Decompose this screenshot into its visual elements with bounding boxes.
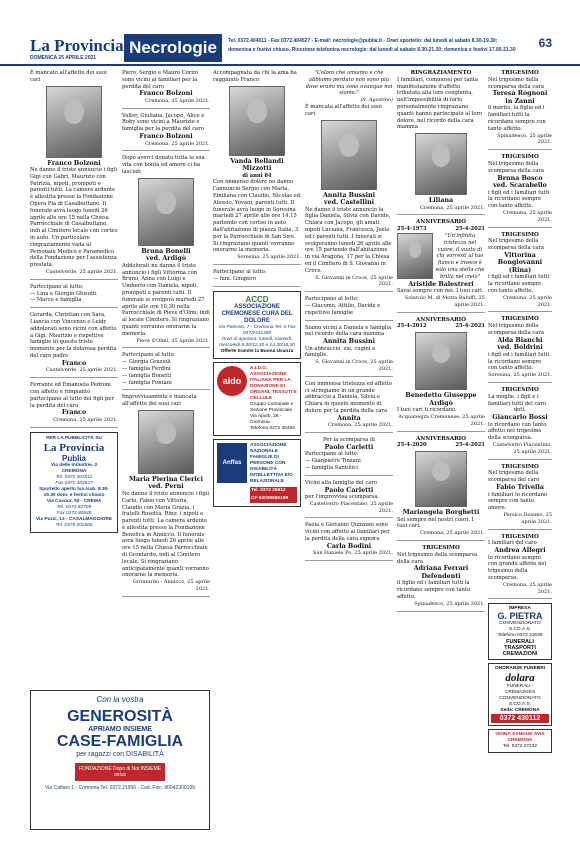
date-start: 25-4-2012 xyxy=(397,323,427,330)
portrait-photo xyxy=(397,233,433,279)
notice-body: Sarai sempre con noi. I tuoi cari. xyxy=(397,288,484,295)
trigesimo-notice xyxy=(488,387,552,460)
deceased-name: Vanda Bellandi xyxy=(230,157,284,165)
deceased-name-suffix: ved. Boldrini xyxy=(497,344,543,352)
notice-heading: TRIGESIMO xyxy=(501,154,539,161)
participant: — Lina e Giorgio Ghisotti xyxy=(30,290,97,297)
participants-heading: Partecipano al lutto: xyxy=(122,352,176,359)
notice-heading: TRIGESIMO xyxy=(422,545,460,551)
notice-signature: Soresina, 25 aprile 2021. xyxy=(488,372,552,379)
column-5 xyxy=(397,70,485,616)
portrait-photo xyxy=(415,451,467,507)
ad-line-3: APRIAMO INSIEME xyxy=(88,726,152,733)
ad-line-5: per ragazzi con DISABILITÀ xyxy=(76,751,164,758)
thanks-notice xyxy=(397,70,485,215)
notice-signature: Cremona, 25 aprile 2021. xyxy=(420,204,485,211)
ad-line-4: CASE-FAMIGLIA xyxy=(56,733,184,750)
deceased-name-suffix: Defendenti xyxy=(421,572,461,580)
participant: — Gianpietro Tinzani xyxy=(305,458,361,465)
notice-body: La moglie, i figli e i familiari tutti del caro xyxy=(488,393,546,407)
notice-body: Ne danno il triste annuncio i figli Gigi con Gabri, Maurizio con Patrizia, nipoti, pronipoti e parenti tutti. La camera ardente è allestita presso la Fondazione Opera Pia di Casalbuttano. Il funerale avrà luogo lunedì 26 aprile alle ore 15 nella Chiesa Parrocchiale di Casalbuttano, indi al Cimitero locale con corteo in auto. Un particolare ringraziamento vada al Personale Medico e Paramedico della Fondazione per l'assistenza prestata. xyxy=(30,167,118,269)
notice-signature: Cremona, 25 aprile 2021. xyxy=(53,416,118,423)
notice-intro: Accompagnata da chi la ama ha raggiunto Franco xyxy=(213,70,297,83)
notice-signature: S. Giovanni in Croce, 25 aprile 2021. xyxy=(315,274,393,288)
notice-body: Gerarda, Christian con Sara, Liancia con Vincenzo e Leidy addolorati sono vicini con affetto a Gigi, Maurizio e rispettive famiglie in questo triste momento per la dolorosa perdita del caro padre xyxy=(30,312,117,360)
anniversary-notice xyxy=(397,219,485,312)
ad-address: Via Cavour, 53 - CREMA xyxy=(46,498,102,504)
condolence-notice xyxy=(305,480,393,519)
notice-signature: Castelvetro Piacentino, 25 aprile 2021. xyxy=(309,500,393,514)
participant: — famiglia Bonetti xyxy=(122,372,171,379)
avis-phone: Tel. 0372 27232 xyxy=(502,744,538,750)
ad-fax: Fax 0373 80848 xyxy=(56,510,92,516)
anniversary-dates xyxy=(397,226,485,233)
deceased-name-suffix: Mizzotti xyxy=(242,165,272,173)
notice-body: I familiari, commossi per tanta manifestazione d'affetto tributata alla loro congiunta, nell'impossibilità di farlo personalmente ringraziano quanti hanno partecipato al loro dolore, nel ricordo della cara mamma xyxy=(397,76,483,131)
deceased-name-suffix: ved. Ardigò xyxy=(145,255,187,263)
notice-body: Valter, Giuliana, Jacopo, Alice e Roby sono vicini a Maurizio e famiglia per la perdita del caro xyxy=(122,112,205,133)
anniversary-notice xyxy=(397,436,485,541)
notice-intro: Improvvisamente è mancata all'affetto dei suoi cari xyxy=(122,394,197,408)
obituary-notice xyxy=(30,70,118,280)
condolence-notice xyxy=(30,382,118,427)
notice-body: Ne danno il triste annuncio la figlia Daniela, Silvia con Davide, Chiara con Jacopo, gli amati nipoti Luciana, Francesca, Joele ed i parenti tutti. I funerali si svolgeranno lunedì 26 aprile alle ore 15 partendo dall'abitazione in via Aragona, 17 per la Chiesa ed il Cimitero di S. Giovanni in Croce. xyxy=(305,206,392,274)
notice-intro: È mancato all'affetto dei suoi cari xyxy=(30,70,107,83)
pietra-name: G. PIETRA xyxy=(497,611,543,622)
advertising-contact-ad xyxy=(30,432,118,533)
notice-intro: Per la scomparsa di xyxy=(323,437,375,444)
pietra-phone: Telefono 0372 21639 xyxy=(497,633,543,639)
notice-body: Nel trigesimo della scomparsa del caro xyxy=(488,470,540,484)
participants-heading: Partecipano al lutto: xyxy=(30,283,84,290)
notice-text: lo ricordano sempre con grande affetto nel trigesimo della scomparsa. xyxy=(488,554,547,582)
ad-phone: Tel. 0375 202566 xyxy=(55,522,93,528)
quote-author: (S. Agostino) xyxy=(360,97,393,104)
date-end: 25-4-2021 xyxy=(455,442,485,449)
participants-heading: Partecipano al lutto: xyxy=(305,451,359,458)
notice-signature: Castelvetro Piacentino, 25 aprile 2021. xyxy=(492,442,552,455)
notice-signature: Cremona, 25 aprile 2021. xyxy=(145,140,210,147)
participants-heading: Partecipano al lutto: xyxy=(305,296,359,303)
contact-info xyxy=(228,37,528,55)
deceased-name-suffix: (Rina) xyxy=(508,266,532,274)
deceased-name: Fabio Trivella xyxy=(496,484,544,492)
notice-signature: Pieve d'Olmi, 25 aprile 2021. xyxy=(136,337,210,344)
ad-hours: Sportello aperto lun./sab. 8.30-19.30 dom. e festivi chiuso xyxy=(39,486,109,498)
aido-logo: aido xyxy=(217,366,247,396)
dolara-phone: 0372 430112 xyxy=(491,714,549,723)
dolara-location: Sede: CREMONA xyxy=(500,708,540,714)
accd-hours: Orari di apertura: lunedì, martedì, mercoledì 8,30/12,30 e 14,30/18,30 xyxy=(219,336,295,348)
ad-phone: Tel. 0373 82709 xyxy=(56,504,92,510)
notice-signature: Solarolo M. di Motta Baluffi, 25 aprile 2021. xyxy=(404,294,485,308)
column-1 xyxy=(30,70,118,536)
notice-signature: S. Giovanni in Croce, 25 aprile 2021. xyxy=(315,359,393,373)
notice-heading: TRIGESIMO xyxy=(501,463,539,470)
ad-fax: Fax 0372 404527 xyxy=(55,480,93,486)
notice-signature: Grontardo - Annicco, 25 aprile 2021. xyxy=(132,579,210,593)
deceased-name: Franco xyxy=(61,409,87,417)
date-end: 25-4-2021 xyxy=(455,226,485,233)
participant: — fam. Ginipero xyxy=(213,275,256,282)
column-4 xyxy=(305,70,393,565)
aido-title: A.I.D.O. ASSOCIAZIONE ITALIANA PER LA DONAZIONE DI ORGANI, TESSUTI E CELLULE xyxy=(250,365,297,401)
deceased-name: Liliana xyxy=(428,197,454,205)
notice-signature: Cremona, 25 aprile 2021. xyxy=(503,581,552,595)
accd-ad xyxy=(213,291,301,359)
notice-body: Nel trigesimo della scomparsa della cara xyxy=(488,238,544,252)
notice-body: Addolorati ne danno il triste annuncio i figli Vittorina con Bruno, Anna con Luigi e Umberto con Daniela, nipoti, pronipoti e parenti tutti. Il funerale si svolgerà martedì 27 aprile alle ore 10,30 nella Parrocchiale di Pieve d'Olmi, indi al locale Cimitero. Si ringraziano quanti vorranno onorarne la memoria. xyxy=(122,262,210,337)
contact-info-line-1: Tel. 0372.404511 - Fax 0372.404527 - E-mail: necrologie@publia.it - Orari sportello: dal lunedì al sabato 8.30-19.30; xyxy=(228,38,498,44)
participants-heading: Partecipano al lutto: xyxy=(213,268,267,275)
anffas-title: ASSOCIAZIONE NAZIONALE FAMIGLIE DI PERSONE CON DISABILITÀ INTELLETTIVA E/O RELAZIONALE xyxy=(250,442,293,484)
portrait-photo xyxy=(138,410,194,474)
notice-body: Ferrante ed Emanuela Pedroni con affetto e rimpianto partecipano al lutto dei figli per la perdita del caro xyxy=(30,382,114,409)
notice-text: il marito, la figlia ed i familiari tutti la ricordano sempre con tanto affetto. xyxy=(488,105,546,132)
notice-signature: Cremona, 25 aprile 2021. xyxy=(328,422,393,429)
trigesimo-notice xyxy=(488,232,552,313)
notice-intro: È mancata all'affetto dei suoi cari xyxy=(305,103,382,117)
ad-address: Via Pozzi, 13 - CASALMAGGIORE xyxy=(35,516,113,522)
pietra-services: FUNERALI TRASPORTI CREMAZIONI xyxy=(502,639,538,658)
notice-body: Ne danno il triste annuncio i figli Carlo, Fabio con Vittoria, Claudio con Maria Grazia, i fratelli Rosetta, Rino, i nipoti e parenti tutti. La camera ardente è allestita presso la Fondazione Benefica in Annicco. Il funerale avrà luogo lunedì 26 aprile alle ore 15 nella Chiesa Parrocchiale di Grontardo, indi al Cimitero locale. Si ringraziano anticipatamente quanti vorranno onorarne la memoria. xyxy=(122,490,209,579)
deceased-name: Franco Bolzoni xyxy=(47,159,101,167)
notice-signature: Castelverde, 25 aprile 2021. xyxy=(45,367,118,374)
portrait-photo xyxy=(229,86,285,156)
notice-heading: ANNIVERSARIO xyxy=(415,219,467,226)
newspaper-title: La Provincia xyxy=(30,36,124,55)
date-start: 25-4-2020 xyxy=(397,442,427,449)
participant: — famiglia Ferdini xyxy=(122,365,171,372)
notice-heading: TRIGESIMO xyxy=(501,533,539,540)
notice-signature: Spinadesco, 25 aprile 2021. xyxy=(414,600,485,607)
deceased-name: Franco Bolzoni xyxy=(139,90,193,98)
obituary-notice xyxy=(122,394,210,597)
notice-heading: TRIGESIMO xyxy=(501,316,539,323)
ad-address: Via Cattaro 1 - Cremona Tel. 0372.21956 - Cod. Fisc. 90042300199 xyxy=(45,785,195,791)
ad-city: CREMONA xyxy=(61,468,87,474)
condolence-notice xyxy=(122,352,210,390)
trigesimo-notice xyxy=(488,464,552,530)
accd-title: ASSOCIAZIONE CREMONESE CURA DEL DOLORE xyxy=(221,303,293,324)
notice-body: Nel trigesimo della scomparsa della cara xyxy=(397,551,478,565)
notice-signature: Soresina, 25 aprile 2021. xyxy=(237,254,301,261)
portrait-photo xyxy=(321,120,377,190)
anniversary-dates xyxy=(397,323,485,330)
condolence-notice xyxy=(213,269,301,287)
deceased-name: Mariangela Borghetti xyxy=(402,509,480,517)
obituary-notice xyxy=(213,70,301,265)
condolence-notice xyxy=(122,113,210,152)
portrait-photo xyxy=(415,133,467,195)
notice-text: i familiari lo ricordano sempre con tanto amore. xyxy=(488,491,548,512)
portrait-photo xyxy=(138,178,194,246)
ad-line-1: Con la vostra xyxy=(96,695,144,704)
condolence-notice xyxy=(122,70,210,109)
page-number: 63 xyxy=(538,36,552,50)
notice-body: Nel trigesimo della scomparsa della cara xyxy=(488,160,544,174)
deceased-name: Vittorina Bongiovanni xyxy=(497,251,543,267)
deceased-name: Annita xyxy=(337,414,361,422)
trigesimo-notice xyxy=(488,70,552,150)
notice-text: i figli ed i familiari tutti la ricordano sempre con tanto affetto. xyxy=(488,274,550,295)
pietra-heading: IMPRESA xyxy=(509,606,531,612)
aido-address: Via Aporti, 28 - Cremona xyxy=(250,413,282,425)
notice-signature: Cremona, 25 aprile 2021. xyxy=(145,97,210,104)
notice-text: il figlio ed i familiari tutti la ricordano sempre con tanto affetto. xyxy=(397,580,471,600)
notice-heading: TRIGESIMO xyxy=(501,231,539,238)
aido-group: Gruppo Comunale e Sezione Provinciale xyxy=(250,401,294,413)
notice-body: I familiari del caro xyxy=(488,540,537,547)
notice-body: per l'improvvisa scomparsa. xyxy=(305,494,379,501)
notice-body: Sei sempre nei nostri cuori. I tuoi cari. xyxy=(397,516,474,530)
anffas-phone: Tel. 0372 26612 xyxy=(250,487,297,495)
deceased-name: Franco xyxy=(61,359,87,367)
foundation-logo: FONDAZIONE Dopo di Noi INSIEME onlus xyxy=(75,763,165,781)
deceased-name: Carla Bodini xyxy=(326,542,372,550)
condolence-notice xyxy=(305,381,393,433)
deceased-name-suffix: ved. Castellini xyxy=(323,199,375,207)
ad-paper-logo: La Provincia xyxy=(43,441,105,454)
notice-signature: Cremona, 25 aprile 2021. xyxy=(503,294,552,308)
ad-address: Via delle Industrie, 2 xyxy=(50,462,98,468)
anniversary-dates xyxy=(397,442,485,449)
notice-text: Un abbraccio, zie, cugini e famiglie. xyxy=(305,345,376,359)
notice-intro: Dopo averci donato tutta la sua vita con bontà ed amore ci ha lasciati xyxy=(122,155,205,175)
date-end: 25-4-2021 xyxy=(455,323,485,330)
aido-phone: Telefono 0372 30493 xyxy=(250,425,295,431)
notice-body: Paola e Giovanni Quinzani sono vicini con affetto ai familiari per la perdita della cara signora xyxy=(305,522,390,543)
notice-heading: TRIGESIMO xyxy=(501,387,539,393)
notice-body: Nel trigesimo della scomparsa della cara xyxy=(488,323,544,337)
notice-heading: RINGRAZIAMENTO xyxy=(410,70,472,76)
date-start: 25-4-1973 xyxy=(397,226,427,233)
condolence-notice xyxy=(30,312,118,378)
notice-text: i figli ed i familiari tutti la ricordano sempre con tanto affetto. xyxy=(488,189,550,210)
deceased-name-suffix: ved. Perni xyxy=(148,483,184,491)
participant: — Marco e famiglia xyxy=(30,297,82,304)
deceased-name-suffix: ved. Scarabello xyxy=(493,182,547,190)
pietra-ad xyxy=(488,603,552,660)
deceased-name: Paolo Carletti xyxy=(324,443,374,451)
notice-signature: Cremona, 25 aprile 2021. xyxy=(503,209,552,223)
ad-brand-logo: Publia xyxy=(61,453,86,463)
notice-signature: Castelverde, 25 aprile 2021. xyxy=(45,269,118,276)
ad-phone: Tel. 0372 404511 xyxy=(55,474,93,480)
avis-ad xyxy=(488,729,552,753)
page-header xyxy=(0,0,580,66)
condolence-notice xyxy=(305,296,393,320)
notice-signature: San Daniele Po, 25 aprile 2021. xyxy=(312,550,393,557)
section-title: Necrologie xyxy=(124,34,222,62)
notice-signature: Persico Dosimo, 25 aprile 2021. xyxy=(503,511,552,525)
notice-heading: ANNIVERSARIO xyxy=(415,316,467,323)
deceased-name: Andrea Allegri xyxy=(494,547,546,555)
deceased-name: Annita Bussini xyxy=(323,338,375,346)
pietra-subtitle: CONVENZIONATO S.CO.A.S. xyxy=(499,621,541,633)
trigesimo-notice xyxy=(488,534,552,600)
portrait-photo xyxy=(415,332,467,390)
notice-quote: "Coloro che amiamo e che abbiamo perduto non sono più dove erano ma sono ovunque noi siamo." xyxy=(305,70,393,97)
trigesimo-notice xyxy=(488,316,552,383)
deceased-name: Adriana Ferrari xyxy=(413,565,469,573)
notice-text: i figli ed i familiari tutti la ricordano sempre con tanto affetto. xyxy=(488,351,550,372)
notice-signature: Acquanegra Cremonese, 25 aprile 2021. xyxy=(398,413,485,427)
notice-heading: TRIGESIMO xyxy=(501,70,539,76)
notice-signature: Cremona, 25 aprile 2021. xyxy=(420,530,485,537)
deceased-name: Maria Pierina Clerici xyxy=(128,475,204,483)
participant: — Giacomo, Attilio, Davide e rispettive famiglie xyxy=(305,302,381,316)
deceased-name-suffix: in Zanni xyxy=(505,97,535,105)
obituary-notice xyxy=(305,70,393,292)
anffas-cf: CF 93039680199 xyxy=(250,495,297,503)
notice-body: I tuoi cari ti ricordano. xyxy=(397,407,457,414)
dolara-subtitle: FUNERALI - CREMAZIONI CONVENZIONATO S.CO.A.S. xyxy=(499,684,541,708)
deceased-name: Annita Bussini xyxy=(323,191,375,199)
anffas-logo: Anffas xyxy=(217,443,247,483)
trigesimo-notice xyxy=(488,154,552,227)
notice-text: lo ricordano con tanto affetto nel trigesimo della scomparsa. xyxy=(488,421,547,442)
column-3 xyxy=(213,70,301,510)
participant: — famiglia Santolici xyxy=(305,464,358,471)
dolara-ad xyxy=(488,663,552,726)
notice-heading: ANNIVERSARIO xyxy=(415,435,467,442)
issue-date: DOMENICA 25 APRILE 2021 xyxy=(30,55,97,61)
notice-body: Nel trigesimo della scomparsa della cara xyxy=(488,76,544,90)
condolence-notice xyxy=(305,437,393,476)
masthead xyxy=(30,37,122,63)
deceased-name: Teresa Rognoni xyxy=(492,90,548,98)
deceased-name: Benedetto Giuseppe Ardigò xyxy=(405,392,477,407)
deceased-age: di anni 84 xyxy=(242,172,272,179)
deceased-name: Bruna Bosco xyxy=(497,174,543,182)
participant: — famiglia Fontani xyxy=(122,379,172,386)
obituary-notice xyxy=(122,155,210,348)
deceased-name: Bruna Bonelli xyxy=(141,247,191,255)
ad-line-2: GENEROSITÀ xyxy=(67,708,173,725)
deceased-name: Aristide Balestreri xyxy=(408,280,474,288)
accd-logo: ACCD xyxy=(245,294,269,304)
notice-signature: Spinadesco, 25 aprile 2021. xyxy=(497,132,552,146)
column-2 xyxy=(122,70,210,601)
column-6 xyxy=(488,70,552,756)
dolara-logo: dolara xyxy=(505,672,535,685)
notice-intro: Vicini alla famiglia del caro xyxy=(305,479,377,486)
accd-address: Via Palestro, 7 - Cremona Tel. e Fax 0372/431308 xyxy=(218,324,296,336)
notice-body: Siamo vicini a Daniela e famiglia nel ricordo della cara mamma xyxy=(305,324,392,338)
participant: — Giorgia Grazioli xyxy=(122,359,171,366)
name-prefix: dott. xyxy=(513,407,527,414)
notice-body: Piero, Sergio e Mauro Corini sono vicini ai familiari per la perdita del caro xyxy=(122,70,198,90)
avis-title: ODINA SANGUE AVIS CREMONA xyxy=(495,732,545,744)
notice-quote: "Un'infinita tristezza nel cuore, il vuoto di chi vorresti al tuo fianco e invece è solo una stella che brilla nel cielo" xyxy=(435,233,485,280)
anffas-ad xyxy=(213,439,301,507)
deceased-name: Giancarlo Bossi xyxy=(492,414,548,422)
deceased-name: Franco Bolzoni xyxy=(139,133,193,141)
ad-heading: PER LA PUBBLICITÀ SU xyxy=(46,435,102,441)
condolence-notice xyxy=(305,522,393,561)
condolence-notice xyxy=(30,284,118,308)
trigesimo-notice xyxy=(397,545,485,612)
notice-body: Con immensa tristezza ed affetto ci stringiamo in un grande abbraccio a Daniela, Silvia e Chiara in questo momento di dolore per la perdita della cara xyxy=(305,380,392,414)
contact-info-line-2: domenica e festivi chiuso. Ricezione telefonica necrologie: dal lunedì al sabato 8.30-21.30; domenica e festivi 17.00-21.30 xyxy=(228,47,516,53)
condolence-notice xyxy=(305,325,393,377)
notice-body: Con immenso dolore ne danno l'annuncio Sergio con Maria, Emiliana con Claudio, Nicolas ed Alessio, Yovani, parenti tutti. Il funerale avrà luogo in Soresina martedì 27 aprile alle ore 14,15 partendo con corteo in auto dall'abitazione di piazza Italia, 3 per la Parrocchiale di San Siro. Si ringraziano quanti vorranno onorarne la memoria. xyxy=(213,179,301,254)
deceased-name: Paolo Carletti xyxy=(324,486,374,494)
accd-footer: Offerte tramite la Buona Usanza xyxy=(220,348,294,354)
dolara-heading: ONORANZE FUNEBRI xyxy=(494,666,546,672)
deceased-name: Alda Bianchi xyxy=(497,336,543,344)
generosity-ad xyxy=(30,690,210,830)
aido-ad xyxy=(213,362,301,436)
portrait-photo xyxy=(46,86,102,158)
anniversary-notice xyxy=(397,317,485,432)
